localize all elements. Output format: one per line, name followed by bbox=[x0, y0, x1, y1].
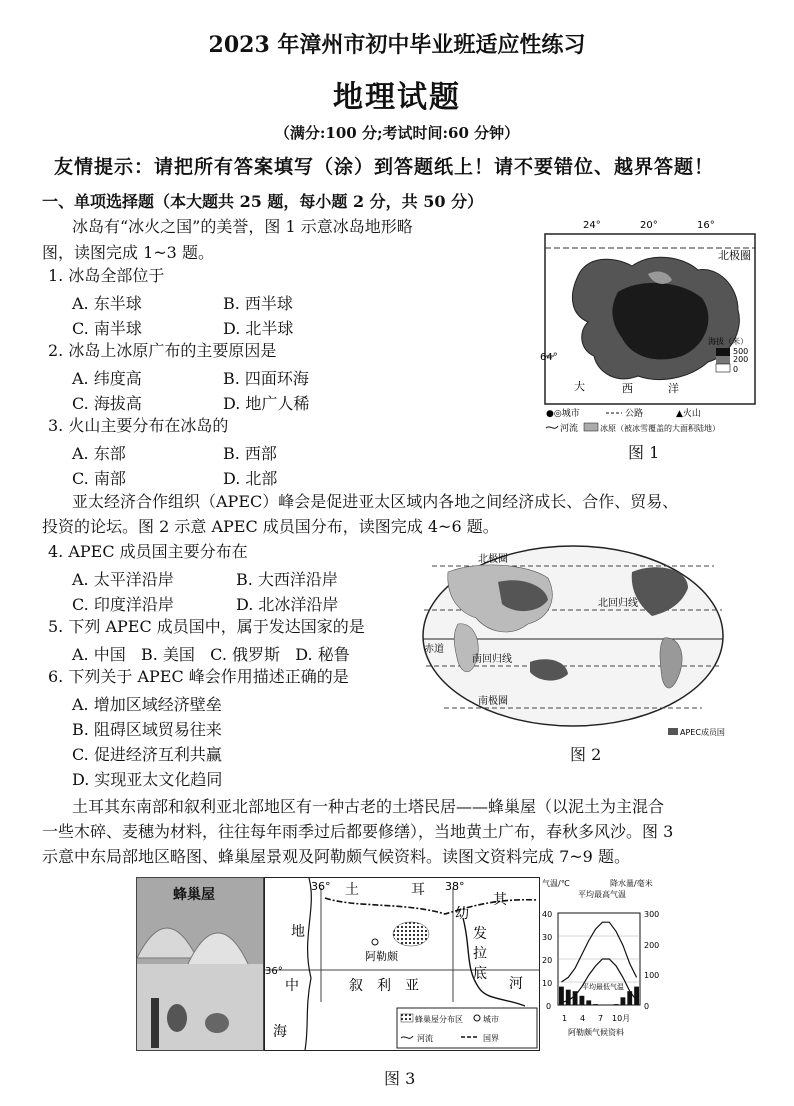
q6-option-b[interactable]: B. 阻碍区域贸易往来 bbox=[72, 720, 222, 739]
min-temp-label: 平均最低气温 bbox=[582, 983, 624, 991]
legend-volcano: ▲火山 bbox=[676, 409, 701, 419]
legend-area: 蜂巢屋分布区 bbox=[415, 1015, 463, 1024]
lon-16-label: 16° bbox=[697, 220, 715, 231]
climate-caption: 阿勒颇气候资料 bbox=[568, 1028, 624, 1037]
rain-axis-label: 降水量/毫米 bbox=[610, 879, 653, 888]
legend-apec-swatch bbox=[668, 728, 678, 735]
precip-bar bbox=[593, 1004, 598, 1005]
intro3-line3: 示意中东局部地区略图、蜂巢屋景观及阿勒颇气候资料。读图文资料完成 7~9 题。 bbox=[42, 847, 630, 866]
temp-0: 0 bbox=[546, 1002, 552, 1011]
label-er: 耳 bbox=[411, 882, 425, 898]
month-7-label: 7 bbox=[598, 1014, 604, 1023]
legend-area-swatch bbox=[401, 1014, 413, 1022]
elevation-0: 0 bbox=[733, 365, 739, 374]
label-fa: 发 bbox=[473, 926, 487, 942]
tropic-capricorn-label: 南回归线 bbox=[472, 654, 512, 665]
intro2-line1: 亚太经济合作组织（APEC）峰会是促进亚太区域内各地之间经济成长、合作、贸易、 bbox=[72, 492, 679, 511]
label-hai: 海 bbox=[273, 1024, 287, 1040]
label-zhong: 中 bbox=[285, 978, 299, 994]
aleppo-climate-chart bbox=[540, 877, 670, 1049]
label-syria: 叙 利 亚 bbox=[349, 978, 419, 994]
q3-option-a[interactable]: A. 东部 bbox=[72, 444, 126, 463]
precip-bar bbox=[566, 990, 571, 1005]
q1-stem: 1. 冰岛全部位于 bbox=[48, 266, 165, 285]
rain-300: 300 bbox=[644, 910, 660, 919]
figure-2-caption: 图 2 bbox=[570, 745, 602, 764]
temp-40: 40 bbox=[542, 910, 553, 919]
coastline bbox=[305, 878, 311, 1050]
middle-east-map bbox=[264, 877, 540, 1051]
beehive-distribution-area bbox=[393, 922, 429, 946]
precip-bar bbox=[621, 997, 626, 1005]
precip-bar bbox=[580, 996, 585, 1005]
elevation-swatch-low bbox=[716, 364, 730, 372]
q6-option-a[interactable]: A. 增加区域经济壁垒 bbox=[72, 695, 222, 714]
month-4-label: 4 bbox=[580, 1014, 586, 1023]
lon-24-label: 24° bbox=[583, 220, 601, 231]
q4-option-d[interactable]: D. 北冰洋沿岸 bbox=[236, 595, 339, 614]
max-temp-line bbox=[561, 922, 636, 982]
temp-axis-label: 气温/℃ bbox=[542, 879, 570, 888]
arctic-circle-label: 北极圈 bbox=[718, 249, 751, 262]
ocean-label-2: 西 bbox=[622, 382, 633, 395]
rain-100: 100 bbox=[644, 971, 660, 980]
temp-20: 20 bbox=[542, 956, 553, 965]
exam-title: 2023 年漳州市初中毕业班适应性练习 bbox=[208, 32, 586, 58]
middle-east-map-svg bbox=[265, 878, 539, 1050]
legend-river: 河流 bbox=[560, 424, 579, 434]
figure-1-caption: 图 1 bbox=[628, 443, 660, 462]
q1-option-a[interactable]: A. 东半球 bbox=[72, 294, 142, 313]
apec-map-svg bbox=[418, 542, 728, 742]
legend-ice-swatch bbox=[584, 423, 598, 431]
q2-option-b[interactable]: B. 四面环海 bbox=[223, 369, 309, 388]
q6-stem: 6. 下列关于 APEC 峰会作用描述正确的是 bbox=[48, 667, 349, 686]
label-di: 地 bbox=[291, 924, 305, 940]
legend-border: 国界 bbox=[483, 1034, 499, 1043]
section-heading: 一、单项选择题（本大题共 25 题，每小题 2 分，共 50 分） bbox=[42, 192, 484, 211]
photo-pot-1 bbox=[167, 1004, 187, 1032]
figure-3-caption: 图 3 bbox=[384, 1069, 416, 1088]
q2-option-c[interactable]: C. 海拔高 bbox=[72, 394, 142, 413]
rain-0: 0 bbox=[644, 1002, 650, 1011]
elevation-swatch-mid bbox=[716, 356, 730, 364]
label-you: 幼 bbox=[455, 906, 469, 922]
subject-title: 地理试题 bbox=[333, 80, 461, 115]
ocean-label-1: 大 bbox=[574, 380, 585, 393]
legend-road: 公路 bbox=[625, 409, 644, 419]
q6-option-d[interactable]: D. 实现亚太文化趋同 bbox=[72, 770, 223, 789]
month-10-label: 10月 bbox=[612, 1014, 631, 1023]
q1-option-d[interactable]: D. 北半球 bbox=[223, 319, 294, 338]
arctic-circle-label: 北极圈 bbox=[478, 554, 508, 565]
lon-36-label: 36° bbox=[311, 880, 331, 893]
q6-option-c[interactable]: C. 促进经济互利共赢 bbox=[72, 745, 222, 764]
photo-pot-2 bbox=[205, 1013, 229, 1033]
legend-city: 城市 bbox=[483, 1015, 499, 1024]
intro3-line2: 一些木碎、麦穗为材料，往往每年雨季过后都要修缮），当地黄土广布，春秋多风沙。图 3 bbox=[42, 822, 674, 841]
antarctic-circle-label: 南极圈 bbox=[478, 696, 508, 707]
label-dii: 底 bbox=[473, 966, 487, 982]
equator-label: 赤道 bbox=[424, 644, 444, 655]
intro2-line2: 投资的论坛。图 2 示意 APEC 成员国分布，读图完成 4~6 题。 bbox=[42, 517, 499, 536]
climate-chart-svg bbox=[540, 877, 670, 1049]
month-1-label: 1 bbox=[562, 1014, 568, 1023]
q3-option-c[interactable]: C. 南部 bbox=[72, 469, 126, 488]
temp-30: 30 bbox=[542, 933, 553, 942]
elevation-title: 海拔（米） bbox=[708, 337, 748, 346]
score-time-info: （满分:100 分;考试时间:60 分钟） bbox=[274, 124, 520, 142]
intro3-line1: 土耳其东南部和叙利亚北部地区有一种古老的土塔民居——蜂巢屋（以泥土为主混合 bbox=[72, 797, 665, 816]
lat-36-label: 36° bbox=[265, 966, 283, 977]
legend-apec: APEC成员国 bbox=[680, 728, 725, 737]
legend-ice: 冰原（被冰雪覆盖的大面积陆地） bbox=[600, 424, 720, 433]
label-la: 拉 bbox=[473, 946, 487, 962]
q1-option-c[interactable]: C. 南半球 bbox=[72, 319, 142, 338]
q2-option-d[interactable]: D. 地广人稀 bbox=[223, 394, 310, 413]
legend-city: ●◎城市 bbox=[546, 409, 580, 419]
intro1-line1: 冰岛有“冰火之国”的美誉，图 1 示意冰岛地形略 bbox=[72, 217, 413, 236]
elevation-500: 500 bbox=[733, 347, 749, 356]
intro1-line2: 图，读图完成 1~3 题。 bbox=[42, 243, 214, 262]
q3-option-d[interactable]: D. 北部 bbox=[223, 469, 278, 488]
q4-stem: 4. APEC 成员国主要分布在 bbox=[48, 542, 248, 561]
q5-options[interactable]: A. 中国 B. 美国 C. 俄罗斯 D. 秘鲁 bbox=[72, 645, 350, 664]
tropic-cancer-label: 北回归线 bbox=[598, 598, 638, 609]
precip-bar bbox=[634, 987, 639, 1005]
iceland-map-svg bbox=[540, 214, 760, 446]
friendly-tip: 友情提示：请把所有答案填写（涂）到答题纸上！请不要错位、越界答题！ bbox=[54, 156, 715, 178]
legend-river-symbol bbox=[546, 426, 558, 428]
label-he: 河 bbox=[509, 976, 523, 992]
beehive-photo-label: 蜂巢屋 bbox=[173, 887, 215, 903]
lat-64-label: 64° bbox=[540, 352, 558, 363]
legend-river: 河流 bbox=[417, 1034, 433, 1043]
label-tu: 土 bbox=[345, 882, 359, 898]
q4-option-c[interactable]: C. 印度洋沿岸 bbox=[72, 595, 174, 614]
aleppo-city-marker bbox=[372, 939, 378, 945]
label-qi: 其 bbox=[493, 892, 507, 908]
legend-city-symbol bbox=[474, 1015, 480, 1021]
ocean-label-3: 洋 bbox=[668, 382, 679, 395]
elevation-swatch-high bbox=[716, 348, 730, 356]
q2-stem: 2. 冰岛上冰原广布的主要原因是 bbox=[48, 341, 277, 360]
photo-figure bbox=[151, 998, 159, 1048]
q3-option-b[interactable]: B. 西部 bbox=[223, 444, 277, 463]
figure-1-iceland-map bbox=[540, 214, 760, 446]
q4-option-b[interactable]: B. 大西洋沿岸 bbox=[236, 570, 338, 589]
figure-2-apec-map bbox=[418, 542, 728, 742]
temp-10: 10 bbox=[542, 979, 553, 988]
rain-200: 200 bbox=[644, 941, 660, 950]
q3-stem: 3. 火山主要分布在冰岛的 bbox=[48, 416, 229, 435]
precip-bar bbox=[614, 1004, 619, 1005]
elevation-200: 200 bbox=[733, 355, 749, 364]
lon-38-label: 38° bbox=[445, 880, 465, 893]
q5-stem: 5. 下列 APEC 成员国中，属于发达国家的是 bbox=[48, 617, 365, 636]
beehive-house-photo bbox=[136, 877, 264, 1051]
lon-20-label: 20° bbox=[640, 220, 658, 231]
q1-option-b[interactable]: B. 西半球 bbox=[223, 294, 293, 313]
q2-option-a[interactable]: A. 纬度高 bbox=[72, 369, 142, 388]
precip-bar bbox=[586, 1000, 591, 1005]
label-aleppo: 阿勒颇 bbox=[365, 950, 398, 963]
max-temp-label: 平均最高气温 bbox=[578, 890, 626, 899]
q4-option-a[interactable]: A. 太平洋沿岸 bbox=[72, 570, 174, 589]
